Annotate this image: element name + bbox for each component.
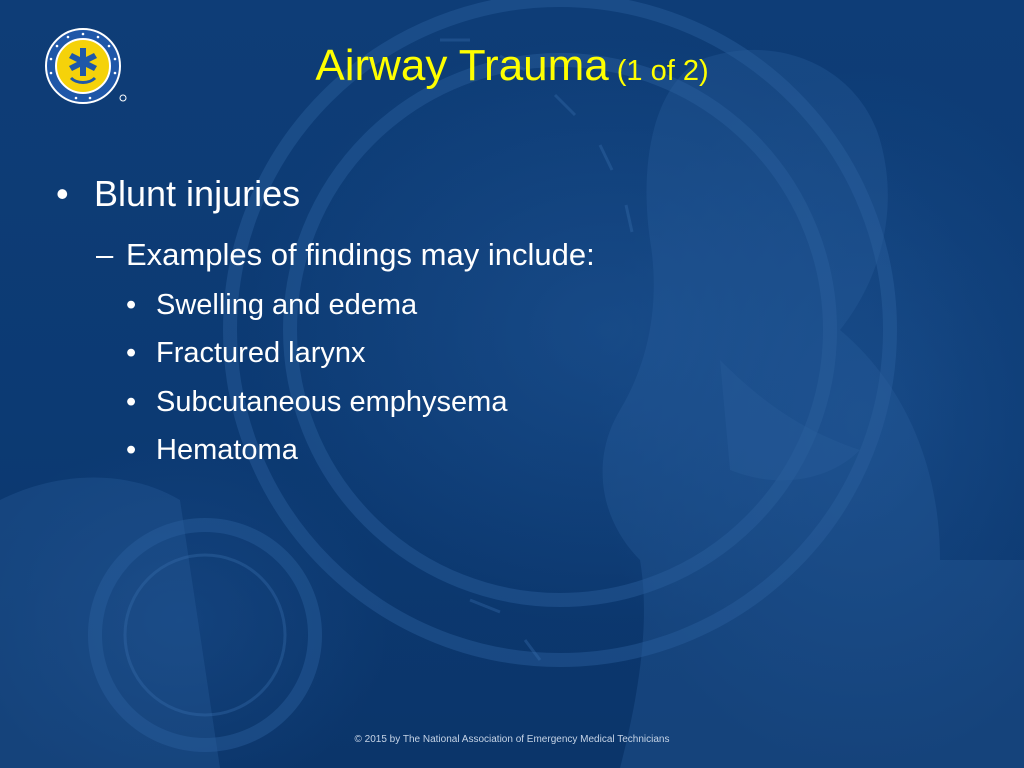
bullet-mark: •: [126, 337, 137, 369]
slide-title-sub: (1 of 2): [616, 55, 709, 87]
bullet-level-3: [126, 433, 298, 467]
bullet-text: Fractured larynx: [156, 337, 366, 369]
bullet-mark: •: [126, 386, 137, 418]
bullet-mark: •: [126, 289, 137, 321]
bullet-mark: •: [56, 173, 69, 214]
bullet-level-1: [56, 172, 300, 216]
bullet-mark: •: [126, 434, 137, 466]
bullet-text: Swelling and edema: [156, 289, 418, 321]
bullet-text: Blunt injuries: [94, 173, 301, 214]
bullet-level-3: [126, 385, 507, 419]
bullet-level-3: [126, 336, 366, 370]
bullet-level-3: [126, 288, 417, 322]
bullet-text: Examples of findings may include:: [126, 237, 595, 272]
bullet-text: Subcutaneous emphysema: [156, 386, 508, 418]
bullet-text: Hematoma: [156, 434, 298, 466]
copyright-footer: © 2015 by The National Association of Emergency Medical Technicians: [354, 734, 670, 745]
bullet-level-2: [96, 236, 595, 274]
dash-mark: –: [96, 237, 114, 272]
slide-title-main: Airway Trauma: [315, 41, 609, 90]
